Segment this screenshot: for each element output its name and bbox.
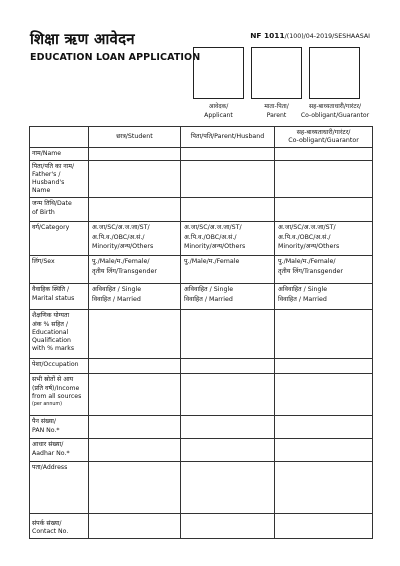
parent-occupation-field[interactable] — [181, 359, 275, 374]
column-header-guarantor — [275, 127, 373, 148]
student-dob-field[interactable] — [89, 198, 181, 222]
applicant-photo-label-en: Applicant — [204, 111, 233, 119]
row-sex — [30, 256, 373, 284]
guarantor-contact-field[interactable] — [275, 514, 373, 539]
label-contact: संपर्क संख्या/ Contact No. — [30, 514, 89, 539]
parent-photo-box[interactable] — [251, 47, 302, 99]
column-header-student: छात्र/Student — [89, 127, 181, 148]
row-category — [30, 222, 373, 256]
parent-photo-label-hi: माता-पिता/ — [264, 103, 289, 110]
row-income — [30, 374, 373, 416]
label-income: सभी स्रोतों से आय (प्रति वर्ष)/Income from all sources (per annum) — [30, 374, 89, 416]
form-title: EDUCATION LOAN APPLICATION — [30, 52, 201, 63]
guarantor-name-field[interactable] — [275, 148, 373, 161]
guarantor-income-field[interactable] — [275, 374, 373, 416]
row-pan — [30, 416, 373, 439]
application-form-table — [29, 126, 373, 539]
student-occupation-field[interactable] — [89, 359, 181, 374]
row-date-of-birth — [30, 198, 373, 222]
row-name — [30, 148, 373, 161]
student-address-field[interactable] — [89, 462, 181, 514]
guarantor-photo-label — [296, 103, 374, 120]
parent-category-options[interactable]: अ.जा/SC/अ.ज.जा/ST/ अ.पि.व./OBC/अ.सं./ Minority/अन्य/Others — [181, 222, 275, 256]
student-aadhar-field[interactable] — [89, 439, 181, 462]
label-education: शैक्षणिक योग्यता अंक % सहित / Educational Qualification with % marks — [30, 310, 89, 359]
parent-pan-field[interactable] — [181, 416, 275, 439]
label-occupation: पेशा/Occupation — [30, 359, 89, 374]
student-father-name-field[interactable] — [89, 161, 181, 198]
row-education — [30, 310, 373, 359]
label-sex: लिंग/Sex — [30, 256, 89, 284]
guarantor-aadhar-field[interactable] — [275, 439, 373, 462]
guarantor-category-options[interactable]: अ.जा/SC/अ.ज.जा/ST/ अ.पि.व./OBC/अ.सं./ Minority/अन्य/Others — [275, 222, 373, 256]
title-hindi: शिक्षा ऋण आवेदन — [30, 30, 135, 48]
student-contact-field[interactable] — [89, 514, 181, 539]
header-blank-cell — [30, 127, 89, 148]
parent-contact-field[interactable] — [181, 514, 275, 539]
guarantor-address-field[interactable] — [275, 462, 373, 514]
student-income-field[interactable] — [89, 374, 181, 416]
guarantor-dob-field[interactable] — [275, 198, 373, 222]
row-address — [30, 462, 373, 514]
parent-address-field[interactable] — [181, 462, 275, 514]
column-header-guarantor-en: Co-obligant/Guarantor — [288, 137, 359, 144]
label-income-per-annum: (per annum) — [32, 401, 62, 407]
guarantor-photo-box[interactable] — [309, 47, 360, 99]
row-father-name — [30, 161, 373, 198]
guarantor-education-field[interactable] — [275, 310, 373, 359]
row-contact — [30, 514, 373, 539]
label-father-name: पिता/पति का नाम/ Father's / Husband's Name — [30, 161, 89, 198]
parent-aadhar-field[interactable] — [181, 439, 275, 462]
guarantor-pan-field[interactable] — [275, 416, 373, 439]
label-aadhar: आधार संख्या/ Aadhar No.* — [30, 439, 89, 462]
column-header-parent: पिता/पति/Parent/Husband — [181, 127, 275, 148]
form-number-suffix: /(100)/04-2019/SESHAASAI — [284, 33, 370, 40]
applicant-photo-box[interactable] — [193, 47, 244, 99]
parent-marital-options[interactable]: अविवाहित / Single विवाहित / Married — [181, 284, 275, 310]
label-date-of-birth: जन्म तिथि/Date of Birth — [30, 198, 89, 222]
guarantor-sex-options[interactable]: पु./Male/म./Female/ तृतीय लिंग/Transgender — [275, 256, 373, 284]
student-education-field[interactable] — [89, 310, 181, 359]
label-name: नाम/Name — [30, 148, 89, 161]
form-number-code: NF 1011 — [250, 31, 285, 40]
label-category: वर्ग/Category — [30, 222, 89, 256]
form-number — [250, 31, 370, 40]
label-pan: पैन संख्या/ PAN No.* — [30, 416, 89, 439]
guarantor-father-name-field[interactable] — [275, 161, 373, 198]
student-sex-options[interactable]: पु./Male/म./Female/ तृतीय लिंग/Transgender — [89, 256, 181, 284]
student-name-field[interactable] — [89, 148, 181, 161]
parent-dob-field[interactable] — [181, 198, 275, 222]
label-marital-status: वैवाहिक स्थिति / Marital status — [30, 284, 89, 310]
guarantor-photo-label-en: Co-obligant/Guarantor — [300, 111, 370, 119]
parent-education-field[interactable] — [181, 310, 275, 359]
applicant-photo-label — [190, 103, 247, 120]
label-address: पता/Address — [30, 462, 89, 514]
parent-income-field[interactable] — [181, 374, 275, 416]
applicant-photo-label-hi: आवेदक/ — [208, 103, 229, 110]
row-occupation — [30, 359, 373, 374]
guarantor-marital-options[interactable]: अविवाहित / Single विवाहित / Married — [275, 284, 373, 310]
table-header-row — [30, 127, 373, 148]
parent-father-name-field[interactable] — [181, 161, 275, 198]
row-marital-status — [30, 284, 373, 310]
guarantor-occupation-field[interactable] — [275, 359, 373, 374]
student-category-options[interactable]: अ.जा/SC/अ.ज.जा/ST/ अ.पि.व./OBC/अ.सं./ Minority/अन्य/Others — [89, 222, 181, 256]
row-aadhar — [30, 439, 373, 462]
parent-name-field[interactable] — [181, 148, 275, 161]
parent-photo-label-en: Parent — [266, 111, 287, 119]
student-marital-options[interactable]: अविवाहित / Single विवाहित / Married — [89, 284, 181, 310]
student-pan-field[interactable] — [89, 416, 181, 439]
column-header-guarantor-hi: सह-बाध्यताधारी/गारंटर/ — [296, 128, 351, 136]
guarantor-photo-label-hi: सह-बाध्यताधारी/गारंटर/ — [308, 103, 362, 110]
parent-sex-options[interactable]: पु./Male/म./Female — [181, 256, 275, 284]
